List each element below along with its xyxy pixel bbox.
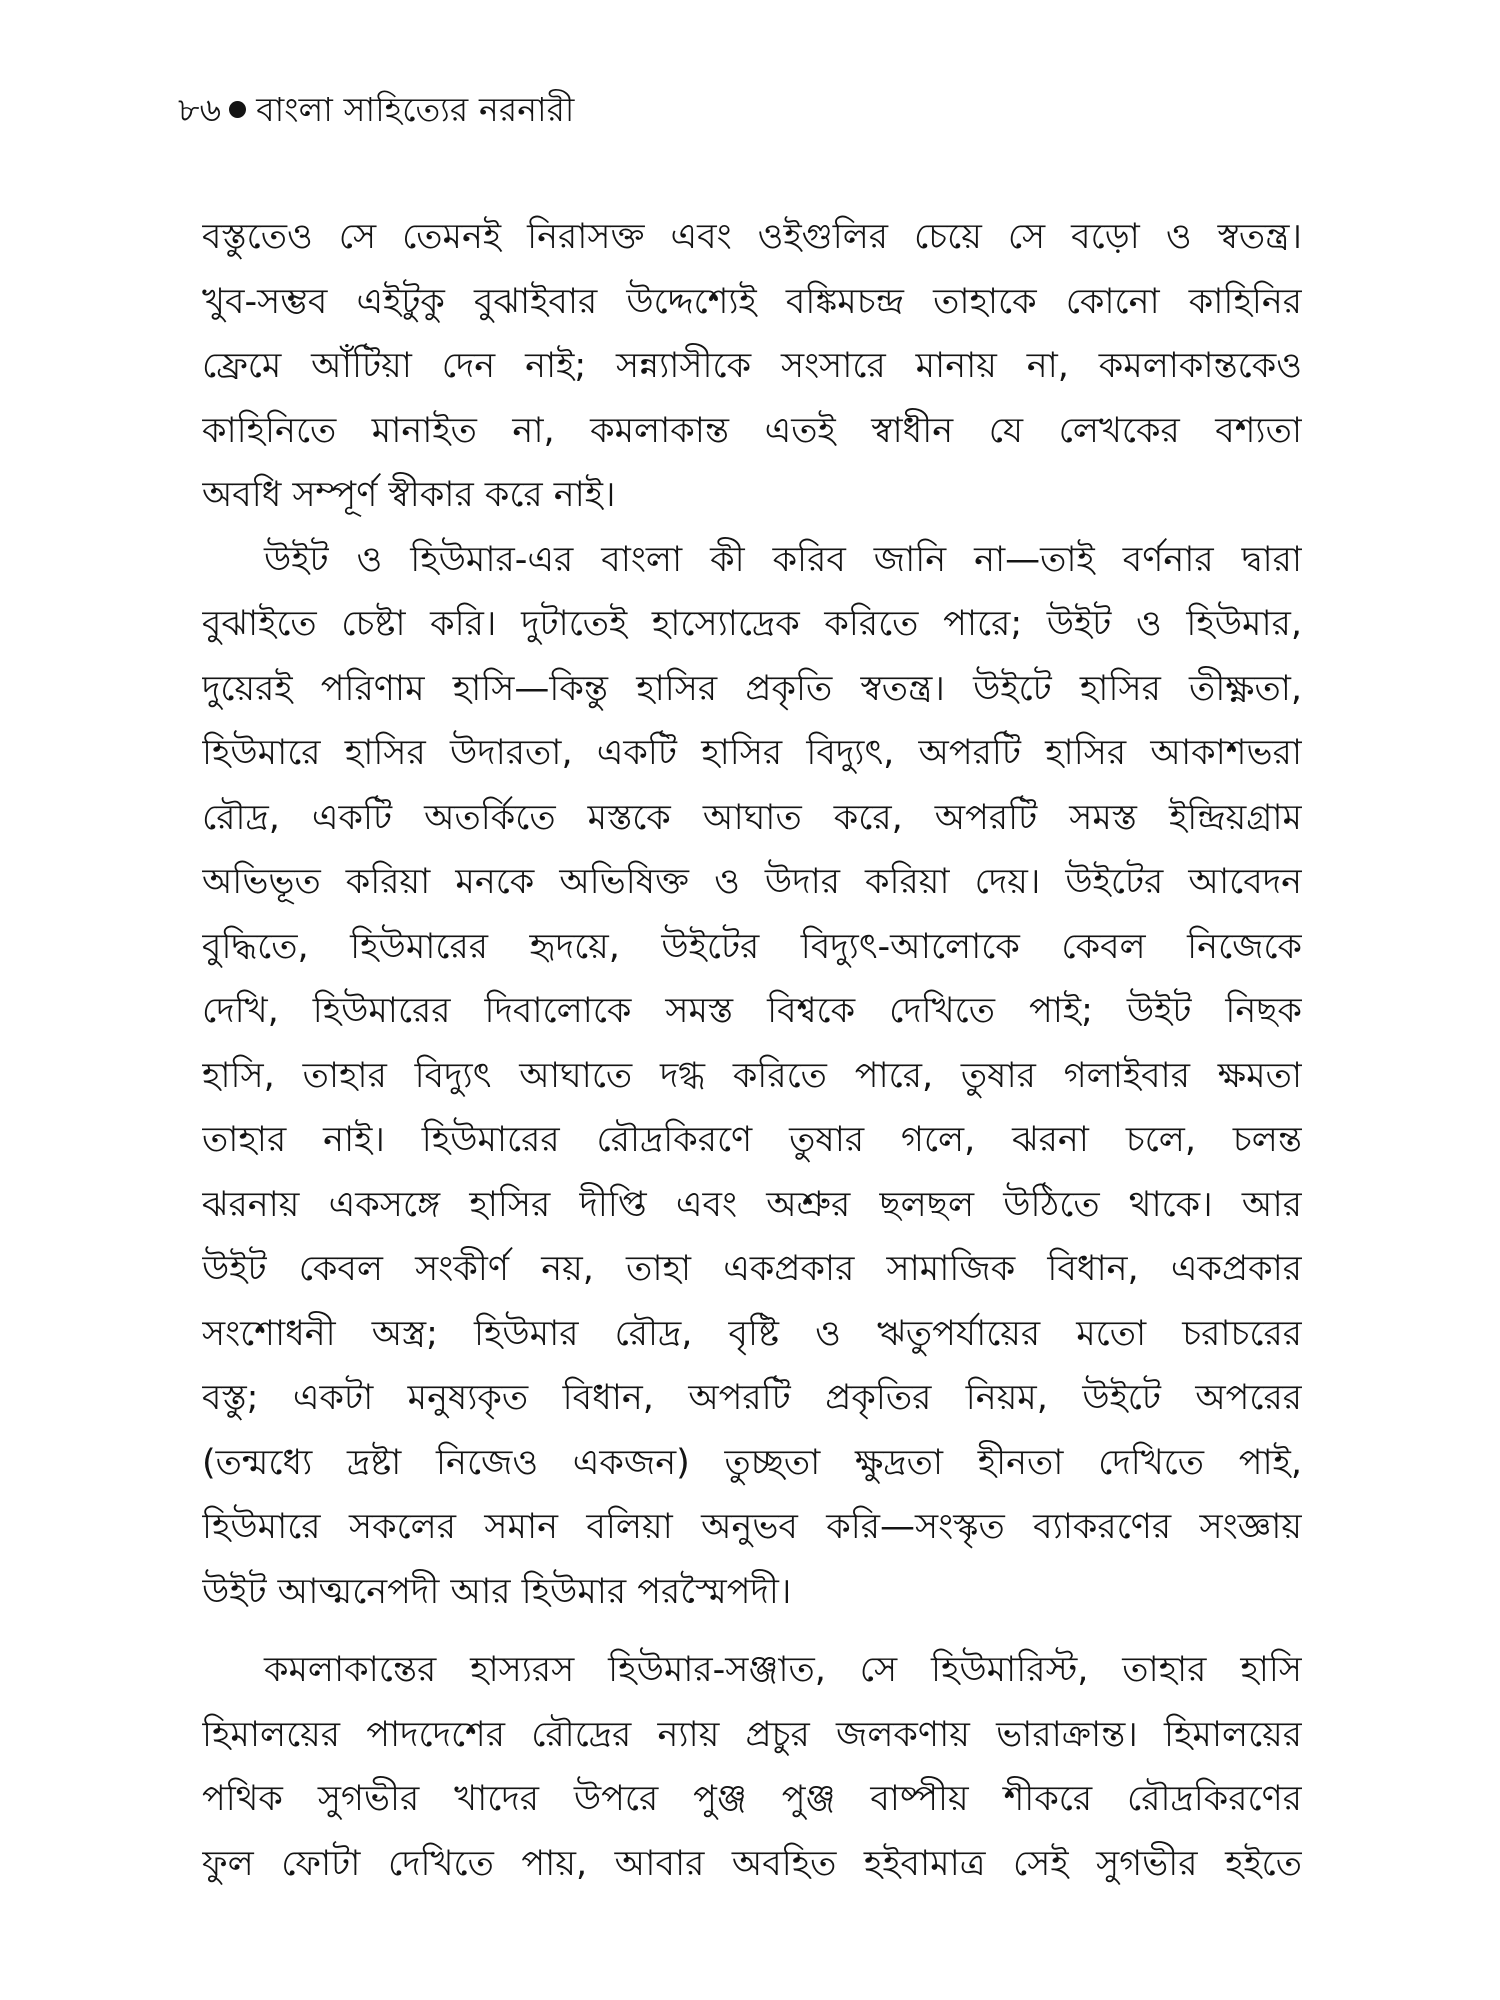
text-line: দুয়েরই পরিণাম হাসি—কিন্তু হাসির প্রকৃতি স্বতন্ত্র। উইটে হাসির তীক্ষ্ণতা, [202, 668, 1302, 709]
text-line: কাহিনিতে মানাইত না, কমলাকান্ত এতই স্বাধীন যে লেখকের বশ্যতা [202, 410, 1302, 451]
text-line: বুঝাইতে চেষ্টা করি। দুটাতেই হাস্যোদ্রেক করিতে পারে; উইট ও হিউমার, [202, 604, 1302, 644]
text-line: বস্তু; একটা মনুষ্যকৃত বিধান, অপরটি প্রকৃতির নিয়ম, উইটে অপরের [202, 1378, 1302, 1418]
text-line: অবধি সম্পূর্ণ স্বীকার করে নাই। [202, 475, 616, 515]
bullet-separator-icon [229, 101, 246, 118]
text-line: ঝরনায় একসঙ্গে হাসির দীপ্তি এবং অশ্রুর ছলছল উঠিতে থাকে। আর [202, 1184, 1302, 1225]
text-line: বুদ্ধিতে, হিউমারের হৃদয়ে, উইটের বিদ্যুৎ-আলোকে কেবল নিজেকে [202, 926, 1302, 967]
text-line: হিউমারে হাসির উদারতা, একটি হাসির বিদ্যুৎ, অপরটি হাসির আকাশভরা [202, 733, 1302, 773]
text-line: খুব-সম্ভব এইটুকু বুঝাইবার উদ্দেশ্যেই বঙ্কিমচন্দ্র তাহাকে কোনো কাহিনির [202, 281, 1302, 322]
paragraph [202, 528, 1302, 1625]
text-line: কমলাকান্তের হাস্যরস হিউমার-সঞ্জাত, সে হিউমারিস্ট, তাহার হাসি [264, 1650, 1302, 1690]
text-line: হাসি, তাহার বিদ্যুৎ আঘাতে দগ্ধ করিতে পারে, তুষার গলাইবার ক্ষমতা [202, 1055, 1302, 1096]
text-line: পথিক সুগভীর খাদের উপরে পুঞ্জ পুঞ্জ বাষ্পীয় শীকরে রৌদ্রকিরণের [202, 1779, 1302, 1819]
text-line: হিমালয়ের পাদদেশের রৌদ্রের ন্যায় প্রচুর জলকণায় ভারাক্রান্ত। হিমালয়ের [202, 1714, 1302, 1755]
text-line: অভিভূত করিয়া মনকে অভিষিক্ত ও উদার করিয়া দেয়। উইটের আবেদন [202, 862, 1302, 902]
page-number: ৮৬ [178, 90, 222, 129]
paragraph [202, 1638, 1302, 1896]
book-title: বাংলা সাহিত্যের নরনারী [256, 90, 575, 129]
text-line: সংশোধনী অস্ত্র; হিউমার রৌদ্র, বৃষ্টি ও ঋতুপর্যায়ের মতো চরাচরের [202, 1313, 1302, 1354]
text-line: হিউমারে সকলের সমান বলিয়া অনুভব করি—সংস্কৃত ব্যাকরণের সংজ্ঞায় [202, 1507, 1302, 1547]
text-line: দেখি, হিউমারের দিবালোকে সমস্ত বিশ্বকে দেখিতে পাই; উইট নিছক [202, 991, 1302, 1031]
text-line: ফুল ফোটা দেখিতে পায়, আবার অবহিত হইবামাত্র সেই সুগভীর হইতে [202, 1843, 1302, 1884]
text-line: রৌদ্র, একটি অতর্কিতে মস্তকে আঘাত করে, অপরটি সমস্ত ইন্দ্রিয়গ্রাম [202, 797, 1302, 838]
paragraph [202, 205, 1302, 528]
text-line: তাহার নাই। হিউমারের রৌদ্রকিরণে তুষার গলে, ঝরনা চলে, চলন্ত [202, 1120, 1302, 1160]
text-line: (তন্মধ্যে দ্রষ্টা নিজেও একজন) তুচ্ছতা ক্ষুদ্রতা হীনতা দেখিতে পাই, [202, 1442, 1302, 1483]
text-line: ফ্রেমে আঁটিয়া দেন নাই; সন্ন্যাসীকে সংসারে মানায় না, কমলাকান্তকেও [202, 346, 1302, 386]
running-header [178, 88, 575, 132]
text-line: উইট ও হিউমার-এর বাংলা কী করিব জানি না—তাই বর্ণনার দ্বারা [264, 539, 1302, 580]
text-line: উইট কেবল সংকীর্ণ নয়, তাহা একপ্রকার সামাজিক বিধান, একপ্রকার [202, 1249, 1302, 1289]
body-text [202, 205, 1302, 1896]
text-line: বস্তুতেও সে তেমনই নিরাসক্ত এবং ওইগুলির চেয়ে সে বড়ো ও স্বতন্ত্র। [202, 217, 1302, 257]
text-line: উইট আত্মনেপদী আর হিউমার পরস্মৈপদী। [202, 1571, 792, 1612]
